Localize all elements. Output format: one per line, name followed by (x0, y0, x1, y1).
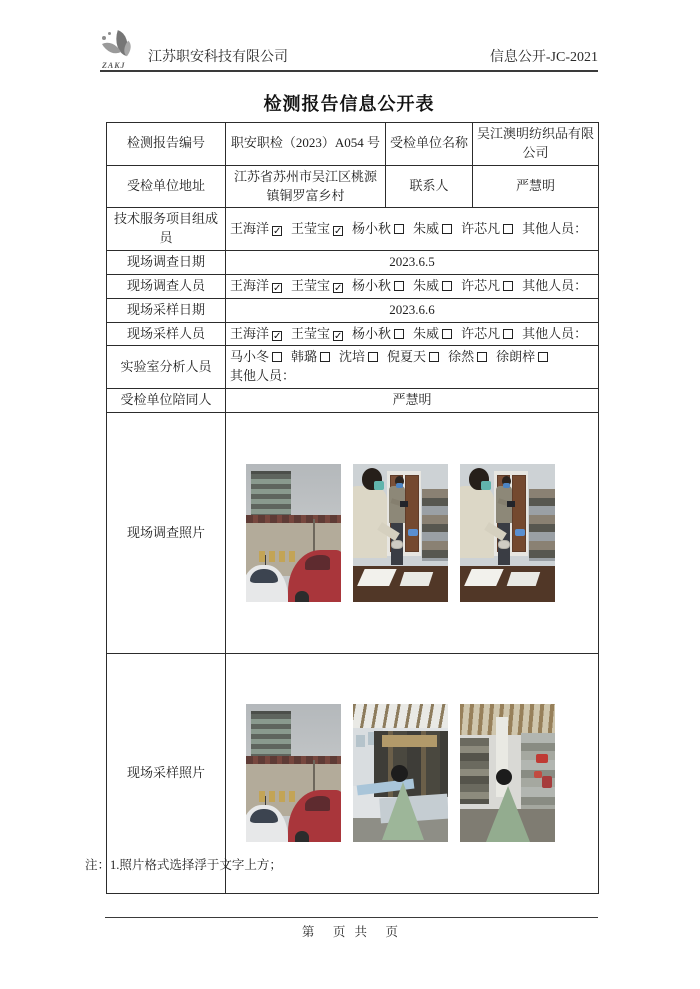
sample-staff-label: 现场采样人员 (107, 322, 226, 346)
report-info-table (106, 122, 599, 894)
table-row (107, 208, 599, 251)
sample-photo-label: 现场采样照片 (107, 653, 226, 893)
org-addr-value: 江苏省苏州市吴江区桃源镇铜罗富乡村 (226, 165, 386, 208)
table-row (107, 123, 599, 166)
person-checkbox-item: 朱威 (413, 278, 452, 293)
survey-date-value: 2023.6.5 (226, 251, 599, 275)
footer-divider (105, 917, 598, 918)
checkbox-unchecked (394, 281, 404, 291)
table-row (107, 274, 599, 298)
org-name-value: 吴江澳明纺织品有限公司 (473, 123, 599, 166)
survey-staff-members (226, 274, 599, 298)
checkbox-unchecked (442, 224, 452, 234)
checkbox-unchecked (272, 352, 282, 362)
checkbox-unchecked (442, 329, 452, 339)
sample-date-label: 现场采样日期 (107, 298, 226, 322)
lab-staff-members (226, 346, 599, 389)
table-row (107, 346, 599, 389)
person-checkbox-item: 倪夏天 (387, 349, 439, 364)
table-row (107, 389, 599, 413)
checkbox-checked: ✓ (273, 282, 282, 294)
person-checkbox-item: 杨小秋 (352, 326, 404, 341)
photo-loom-hall-noise-meter (353, 704, 448, 842)
checkbox-checked: ✓ (334, 330, 343, 342)
document-code: 信息公开-JC-2021 (489, 50, 598, 65)
checkbox-checked: ✓ (334, 225, 343, 237)
photo-building-exterior (246, 704, 341, 842)
table-row (107, 165, 599, 208)
other-personnel-label: 其他人员： (522, 325, 588, 341)
contact-label: 联系人 (386, 165, 473, 208)
checkbox-checked: ✓ (273, 225, 282, 237)
footnote: 注：1.照片格式选择浮于文字上方； (85, 858, 282, 872)
person-checkbox-item: 王莹宝 ✓ (291, 220, 343, 237)
person-checkbox-item: 杨小秋 (352, 221, 404, 236)
survey-photo-strip (230, 464, 594, 602)
photo-indoor-inspection (353, 464, 448, 602)
page-number: 第 页 共 页 (301, 925, 402, 939)
team-members (226, 208, 599, 251)
team-label: 技术服务项目组成员 (107, 208, 226, 251)
checkbox-checked: ✓ (273, 330, 282, 342)
person-checkbox-item: 王海洋 ✓ (230, 277, 282, 294)
person-checkbox-item: 许芯凡 (461, 278, 513, 293)
survey-staff-label: 现场调查人员 (107, 274, 226, 298)
logo-dot (102, 36, 106, 40)
checkbox-unchecked (429, 352, 439, 362)
checkbox-unchecked (394, 224, 404, 234)
escort-label: 受检单位陪同人 (107, 389, 226, 413)
person-checkbox-item: 许芯凡 (461, 221, 513, 236)
company-logo-icon (100, 30, 144, 70)
table-row (107, 298, 599, 322)
person-checkbox-item: 韩璐 (291, 349, 330, 364)
checkbox-unchecked (477, 352, 487, 362)
person-checkbox-item: 王海洋 ✓ (230, 220, 282, 237)
table-row (107, 251, 599, 275)
org-addr-label: 受检单位地址 (107, 165, 226, 208)
checkbox-unchecked (503, 329, 513, 339)
other-personnel-label: 其他人员： (522, 220, 588, 236)
checkbox-unchecked (503, 281, 513, 291)
sample-staff-members (226, 322, 599, 346)
person-checkbox-item: 王莹宝 ✓ (291, 277, 343, 294)
photo-factory-aisle-noise-meter (460, 704, 555, 842)
org-name-label: 受检单位名称 (386, 123, 473, 166)
escort-value: 严慧明 (226, 389, 599, 413)
person-checkbox-item: 沈培 (339, 349, 378, 364)
sample-photo-strip (230, 704, 594, 842)
page-title: 检测报告信息公开表 (263, 94, 435, 114)
person-checkbox-item: 徐然 (448, 349, 487, 364)
checkbox-unchecked (538, 352, 548, 362)
person-checkbox-item: 朱威 (413, 221, 452, 236)
logo-dot (108, 32, 111, 35)
table-row (107, 322, 599, 346)
contact-value: 严慧明 (473, 165, 599, 208)
page-header (100, 30, 598, 72)
company-name: 江苏职安科技有限公司 (148, 50, 288, 65)
survey-photo-label: 现场调查照片 (107, 412, 226, 653)
checkbox-unchecked (368, 352, 378, 362)
checkbox-unchecked (442, 281, 452, 291)
lab-staff-label: 实验室分析人员 (107, 346, 226, 389)
person-checkbox-item: 朱威 (413, 326, 452, 341)
table-row (107, 412, 599, 653)
person-checkbox-item: 王莹宝 ✓ (291, 325, 343, 342)
photo-indoor-inspection (460, 464, 555, 602)
sample-date-value: 2023.6.6 (226, 298, 599, 322)
person-checkbox-item: 杨小秋 (352, 278, 404, 293)
other-personnel-label: 其他人员： (522, 277, 588, 293)
report-no-value: 职安职检（2023）A054 号 (226, 123, 386, 166)
checkbox-checked: ✓ (334, 282, 343, 294)
other-personnel-label: 其他人员： (230, 368, 296, 384)
checkbox-unchecked (320, 352, 330, 362)
person-checkbox-item: 许芯凡 (461, 326, 513, 341)
person-checkbox-item: 马小冬 (230, 349, 282, 364)
survey-photo-cell (226, 412, 599, 653)
photo-building-exterior (246, 464, 341, 602)
checkbox-unchecked (503, 224, 513, 234)
logo-text: ZAKJ (102, 61, 126, 70)
checkbox-unchecked (394, 329, 404, 339)
person-checkbox-item: 王海洋 ✓ (230, 325, 282, 342)
report-no-label: 检测报告编号 (107, 123, 226, 166)
survey-date-label: 现场调查日期 (107, 251, 226, 275)
person-checkbox-item: 徐朗梓 (496, 349, 548, 364)
